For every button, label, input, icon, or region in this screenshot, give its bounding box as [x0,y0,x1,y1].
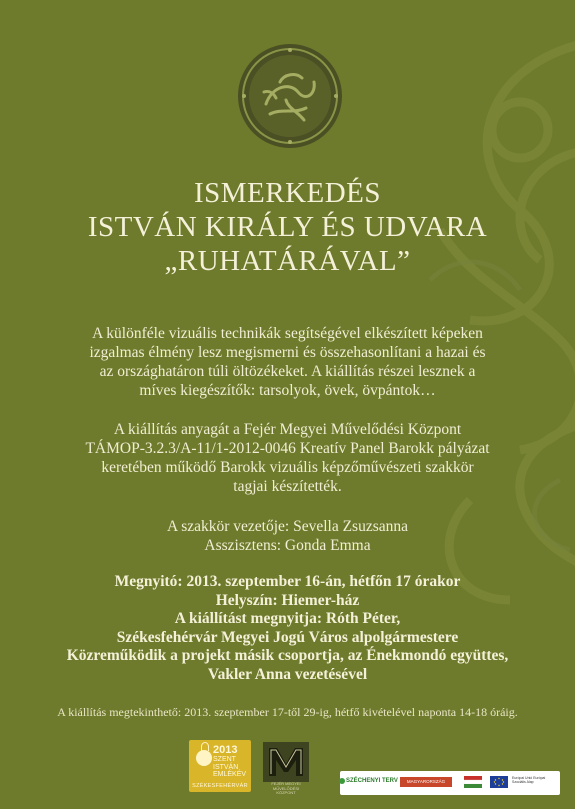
location-line: Helyszín: Hiemer-ház [215,591,360,609]
muvelodesi-kozpont-logo [263,742,309,795]
leader-line: A szakkör vezetője: Sevella Zsuzsanna [166,518,409,535]
staff-paragraph [40,517,535,555]
logo-city: SZÉKESFEHÉRVÁR [192,783,248,789]
magyarorszag-megujul-label: MAGYARORSZÁG MEGÚJUL [400,777,452,787]
logo-year: 2013 [213,744,238,756]
description-paragraph [40,324,535,400]
hungarian-flag-icon [464,776,482,788]
logo-line-3: EMLÉKÉV [213,771,247,778]
m-letter-icon [263,742,309,782]
text-line: az országhatáron túli öltözékeket. A kiállítás részei lesznek a [99,363,476,380]
title-line-3: „RUHATÁRÁVAL” [164,245,411,277]
opener-title-line: Székesfehérvár Megyei Jogú Város alpolgármestere [116,628,459,646]
szechenyi-icon [339,778,345,784]
eu-label: Európai Unió Európai Szociális Alap [512,776,546,784]
text-line: míves kiegészítők: tarsolyok, övek, övpántok… [139,382,436,399]
logo-line-2: ISTVÁN [213,763,239,771]
logo-caption: FEJÉR MEGYEI MŰVELŐDÉSI KÖZPONT [271,781,301,795]
seal-medallion [236,42,344,150]
contributor-line: Közreműködik a projekt másik csoportja, az Énekmondó együttes, [66,647,509,664]
text-line: TÁMOP-3.2.3/A-11/1-2012-0046 Kreatív Panel Barokk pályázat [85,440,490,457]
szent-istvan-emlekev-logo [189,740,251,792]
eu-flag-icon [490,776,508,788]
assistant-line: Asszisztens: Gonda Emma [204,537,371,554]
credits-paragraph [40,420,535,496]
text-line: keretében működő Barokk vizuális képzőművészeti szakkör [101,459,474,476]
text-line: izgalmas élmény lesz megismerni és összehasonlítani a hazai és [89,344,486,361]
sponsor-bar [340,771,560,795]
text-line: A kiállítás anyagát a Fejér Megyei Művelődési Központ [113,421,462,438]
opener-line: A kiállítást megnyitja: Róth Péter, [174,610,401,627]
crown-icon [196,750,212,766]
text-line: tagjai készítették. [233,478,342,495]
visiting-hours: A kiállítás megtekinthető: 2013. szeptember 17-től 29-ig, hétfő kivételével naponta 14-18 óráig. [57,705,518,719]
szechenyi-label: SZÉCHENYI TERV [346,778,398,784]
contributor-leader-line: Vakler Anna vezetésével [207,665,368,683]
poster-title [0,176,575,278]
opening-line: Megnyitó: 2013. szeptember 16-án, hétfőn 17 órakor [114,573,461,590]
opening-details [20,573,555,684]
logo-line-1: SZENT [213,756,236,763]
text-line: A különféle vizuális technikák segítségével elkészített képeken [92,325,483,342]
title-line-2: ISTVÁN KIRÁLY ÉS UDVARA [87,211,488,243]
title-line-1: ISMERKEDÉS [193,177,382,209]
